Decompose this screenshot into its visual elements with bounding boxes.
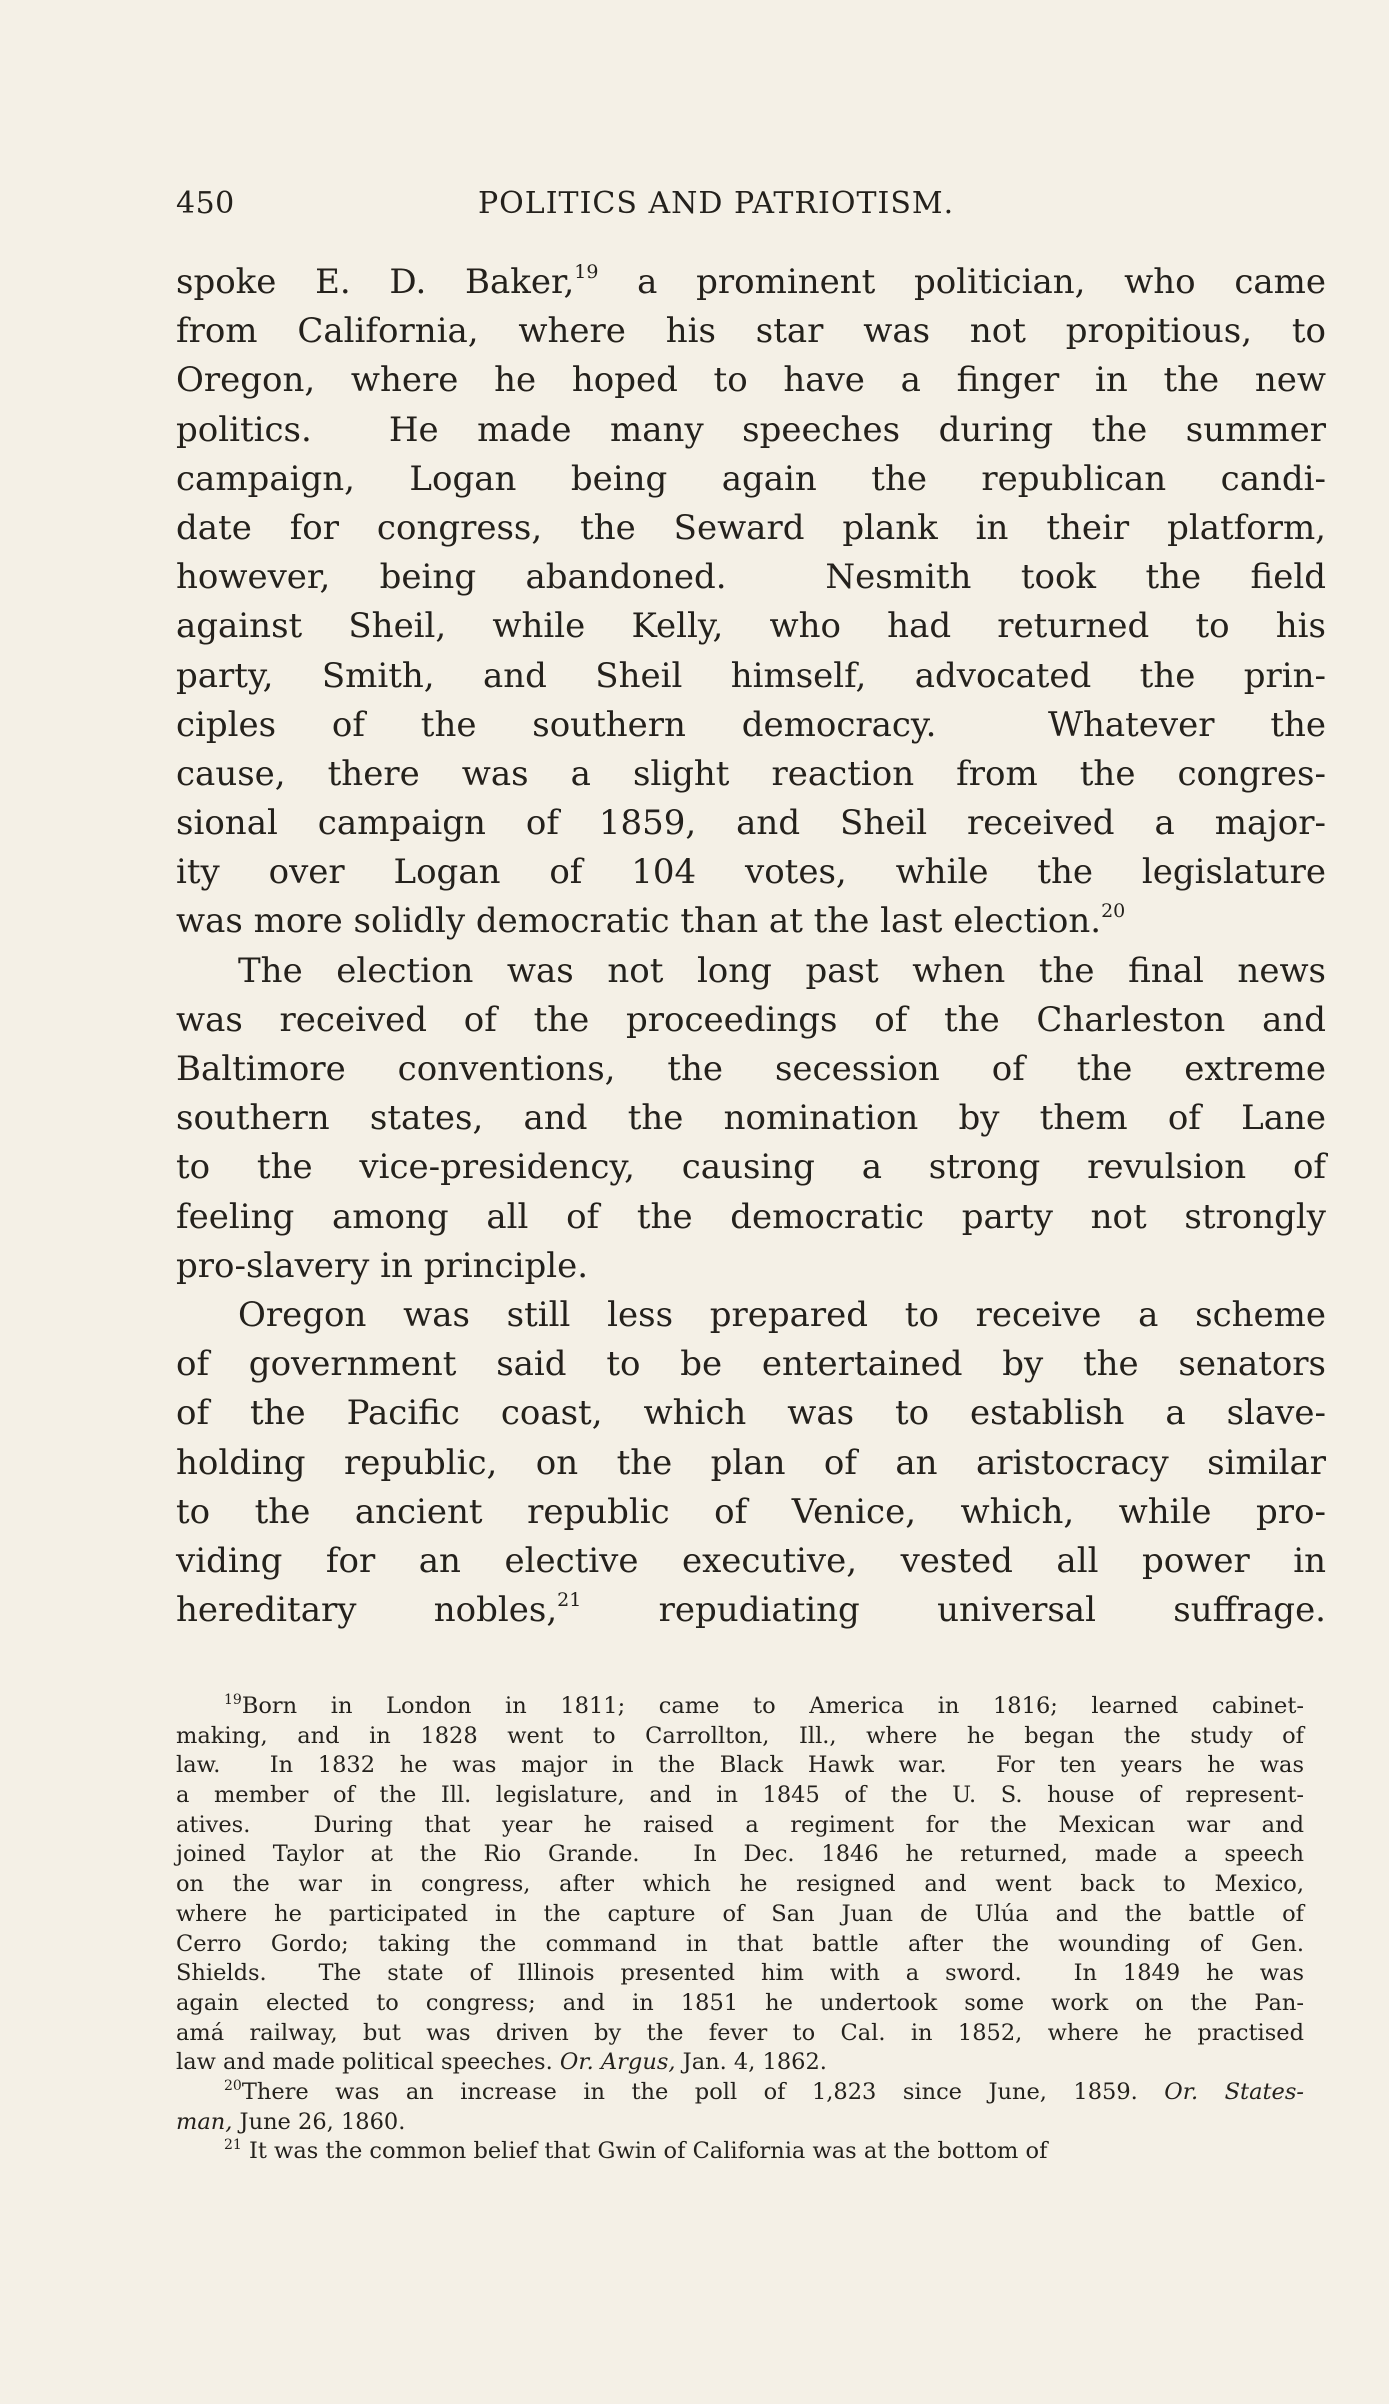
text-line: against Sheil, while Kelly, who had returned to his xyxy=(176,606,1326,647)
footnote-line: $^{19}$Born in London in 1811; came to America in 1816; learned cabinet- xyxy=(224,1692,1304,1719)
text-line: however, being abandoned. Nesmith took the field xyxy=(176,557,1326,598)
text-line: party, Smith, and Sheil himself, advocated the prin- xyxy=(176,655,1326,696)
text-line: holding republic, on the plan of an aristocracy similar xyxy=(176,1442,1326,1483)
text-line: ity over Logan of 104 votes, while the legislature xyxy=(176,852,1326,893)
footnote-line: law. In 1832 he was major in the Black Hawk war. For ten years he was xyxy=(176,1752,1304,1779)
text-line: southern states, and the nomination by them of Lane xyxy=(176,1098,1326,1139)
text-line: was received of the proceedings of the Charleston and xyxy=(176,999,1326,1040)
footnote-ref: 20 xyxy=(1101,900,1126,923)
text-line: of government said to be entertained by the senators xyxy=(176,1344,1326,1385)
text-line: of the Pacific coast, which was to establish a slave- xyxy=(176,1393,1326,1434)
footnote-line: again elected to congress; and in 1851 he undertook some work on the Pan- xyxy=(176,1989,1304,2016)
footnote-number: 21 xyxy=(224,2137,242,2154)
footnote-line: man, June 26, 1860. xyxy=(176,2108,406,2135)
text-line: date for congress, the Seward plank in their platform, xyxy=(176,507,1326,548)
main-text xyxy=(176,258,1326,1635)
footnote-number: 19 xyxy=(224,1692,242,1708)
footnote-line: making, and in 1828 went to Carrollton, Ill., where he began the study of xyxy=(176,1722,1304,1749)
text-line: The election was not long past when the final news xyxy=(238,950,1326,991)
footnote-line: on the war in congress, after which he resigned and went back to Mexico, xyxy=(176,1871,1304,1898)
text-line: viding for an elective executive, vested all power in xyxy=(176,1540,1326,1581)
text-line: campaign, Logan being again the republican candi- xyxy=(176,458,1326,499)
text-line: hereditary nobles,$^{21}$ repudiating universal suffrage. xyxy=(176,1589,1326,1631)
text-line: Oregon was still less prepared to receive a scheme xyxy=(238,1294,1326,1335)
footnote-line: $^{21}$ It was the common belief that Gwin of California was at the bottom of xyxy=(224,2137,1048,2165)
text-line: spoke E. D. Baker,$^{19}$ a prominent politician, who came xyxy=(176,261,1326,302)
footnote-line: atives. During that year he raised a regiment for the Mexican war and xyxy=(176,1811,1304,1838)
page-header xyxy=(176,186,1326,230)
text-line: Oregon, where he hoped to have a finger in the new xyxy=(176,360,1326,401)
footnote-line: Shields. The state of Illinois presented him with a sword. In 1849 he was xyxy=(176,1960,1304,1987)
text-line: sional campaign of 1859, and Sheil received a major- xyxy=(176,803,1326,844)
text-line: to the vice-presidency, causing a strong revulsion of xyxy=(176,1147,1326,1188)
text-line: was more solidly democratic than at the last election.$^{20}$ xyxy=(176,900,1126,942)
text-line: ciples of the southern democracy. Whatever the xyxy=(176,704,1326,745)
source-citation: Or. Argus, xyxy=(559,2049,676,2076)
footnote-ref: 21 xyxy=(557,1589,582,1612)
footnote-line: law and made political speeches. Or. Argus, Jan. 4, 1862. xyxy=(176,2049,827,2076)
footnote-line: where he participated in the capture of San Juan de Ulúa and the battle of xyxy=(176,1900,1304,1927)
footnote-line: Cerro Gordo; taking the command in that battle after the wounding of Gen. xyxy=(176,1930,1304,1957)
footnote-line: a member of the Ill. legislature, and in 1845 of the U. S. house of represent- xyxy=(176,1782,1304,1809)
footnote-line: joined Taylor at the Rio Grande. In Dec. 1846 he returned, made a speech xyxy=(176,1841,1304,1868)
text-line: politics. He made many speeches during the summer xyxy=(176,409,1326,450)
footnotes xyxy=(176,1692,1304,2167)
text-line: cause, there was a slight reaction from the congres- xyxy=(176,753,1326,794)
source-citation: Or. States- xyxy=(1164,2078,1304,2105)
text-line: pro-slavery in principle. xyxy=(176,1245,589,1286)
text-line: Baltimore conventions, the secession of the extreme xyxy=(176,1049,1326,1089)
footnote-number: 20 xyxy=(224,2077,242,2094)
source-citation: man, xyxy=(176,2108,233,2135)
running-head: POLITICS AND PATRIOTISM. xyxy=(478,186,955,221)
footnote-line: $^{20}$There was an increase in the poll of 1,823 since June, 1859. Or. States- xyxy=(224,2077,1304,2105)
page-number: 450 xyxy=(176,186,235,221)
text-line: from California, where his star was not propitious, to xyxy=(176,311,1326,352)
text-line: feeling among all of the democratic party not strongly xyxy=(176,1196,1326,1237)
text-line: to the ancient republic of Venice, which, while pro- xyxy=(176,1491,1326,1532)
footnote-line: amá railway, but was driven by the fever to Cal. in 1852, where he practised xyxy=(176,2019,1304,2046)
footnote-ref: 19 xyxy=(574,261,599,283)
